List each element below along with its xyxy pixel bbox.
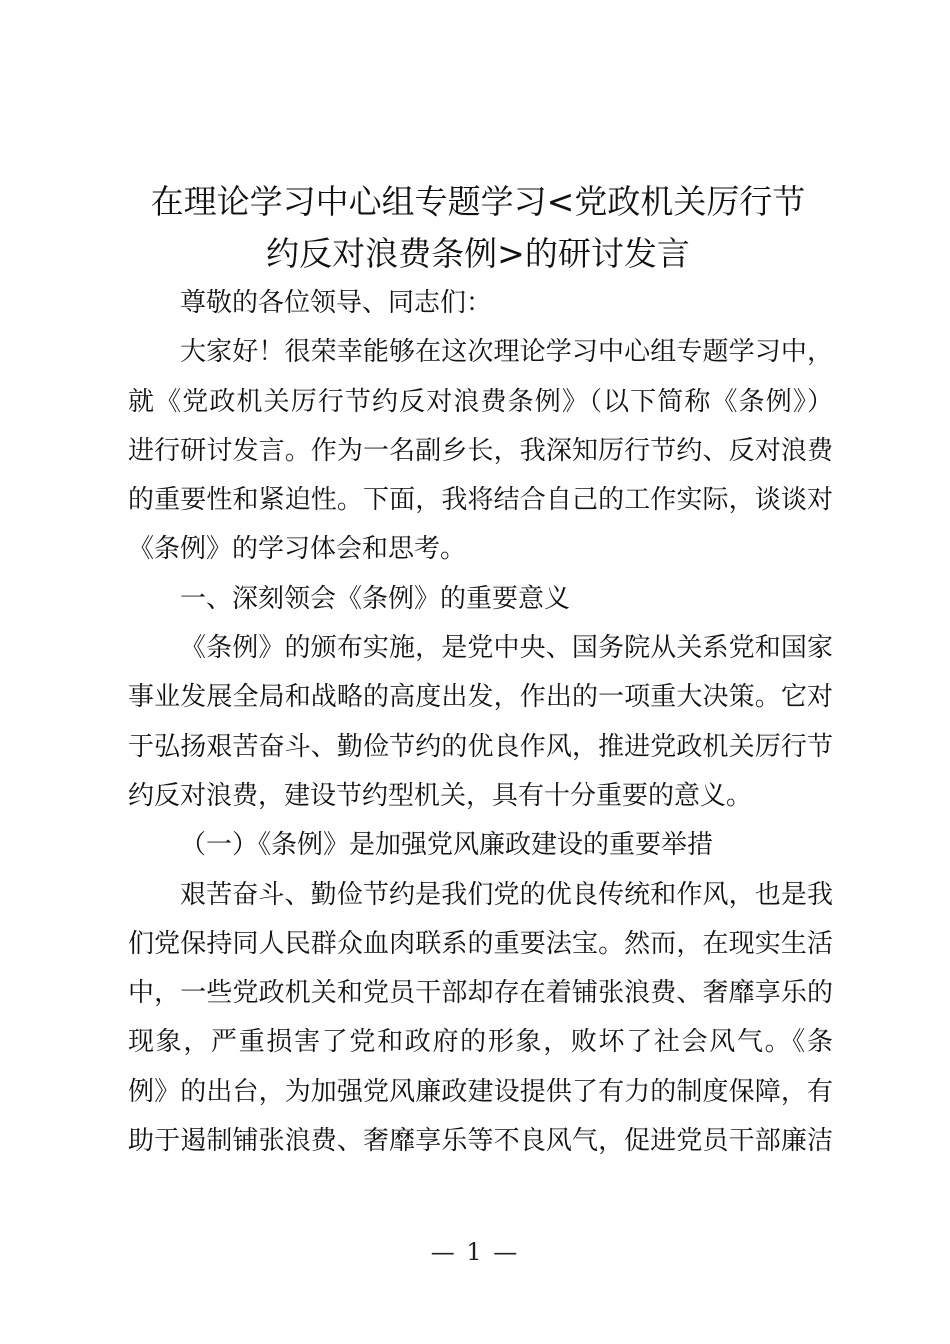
paragraph-line: 进行研讨发言。作为一名副乡长，我深知厉行节约、反对浪费 <box>128 435 833 466</box>
page-number: — 1 — <box>430 1238 520 1266</box>
paragraph-line: 《条例》的颁布实施，是党中央、国务院从关系党和国家 <box>180 633 833 664</box>
paragraph-line: 现象，严重损害了党和政府的形象，败坏了社会风气。《条 <box>128 1027 833 1058</box>
document-body <box>128 279 833 1166</box>
paragraph-line: 例》的出台，为加强党风廉政建设提供了有力的制度保障，有 <box>128 1076 833 1107</box>
paragraph-line: 《条例》的学习体会和思考。 <box>128 534 467 565</box>
paragraph-line: 的重要性和紧迫性。下面，我将结合自己的工作实际，谈谈对 <box>128 485 833 516</box>
paragraph-line: 中，一些党政机关和党员干部却存在着铺张浪费、奢靡享乐的 <box>128 978 833 1009</box>
section-heading: 一、深刻领会《条例》的重要意义 <box>180 583 571 614</box>
title-line-2: 约反对浪费条例>的研讨发言 <box>266 234 690 273</box>
paragraph-line: 艰苦奋斗、勤俭节约是我们党的优良传统和作风，也是我 <box>180 879 833 910</box>
subsection-heading: （一）《条例》是加强党风廉政建设的重要举措 <box>180 830 714 861</box>
paragraph-line: 约反对浪费，建设节约型机关，具有十分重要的意义。 <box>128 780 753 811</box>
document-title <box>128 176 828 280</box>
paragraph-line: 就《党政机关厉行节约反对浪费条例》（以下简称《条例》） <box>128 386 833 417</box>
salutation: 尊敬的各位领导、同志们： <box>180 288 493 318</box>
paragraph-line: 事业发展全局和战略的高度出发，作出的一项重大决策。它对 <box>128 682 833 713</box>
paragraph-line: 于弘扬艰苦奋斗、勤俭节约的优良作风，推进党政机关厉行节 <box>128 731 833 762</box>
title-line-1: 在理论学习中心组专题学习<党政机关厉行节 <box>150 182 806 221</box>
paragraph-line: 大家好！很荣幸能够在这次理论学习中心组专题学习中， <box>180 337 833 368</box>
paragraph-line: 助于遏制铺张浪费、奢靡享乐等不良风气，促进党员干部廉洁 <box>128 1126 833 1157</box>
paragraph-line: 们党保持同人民群众血肉联系的重要法宝。然而，在现实生活 <box>128 928 833 959</box>
